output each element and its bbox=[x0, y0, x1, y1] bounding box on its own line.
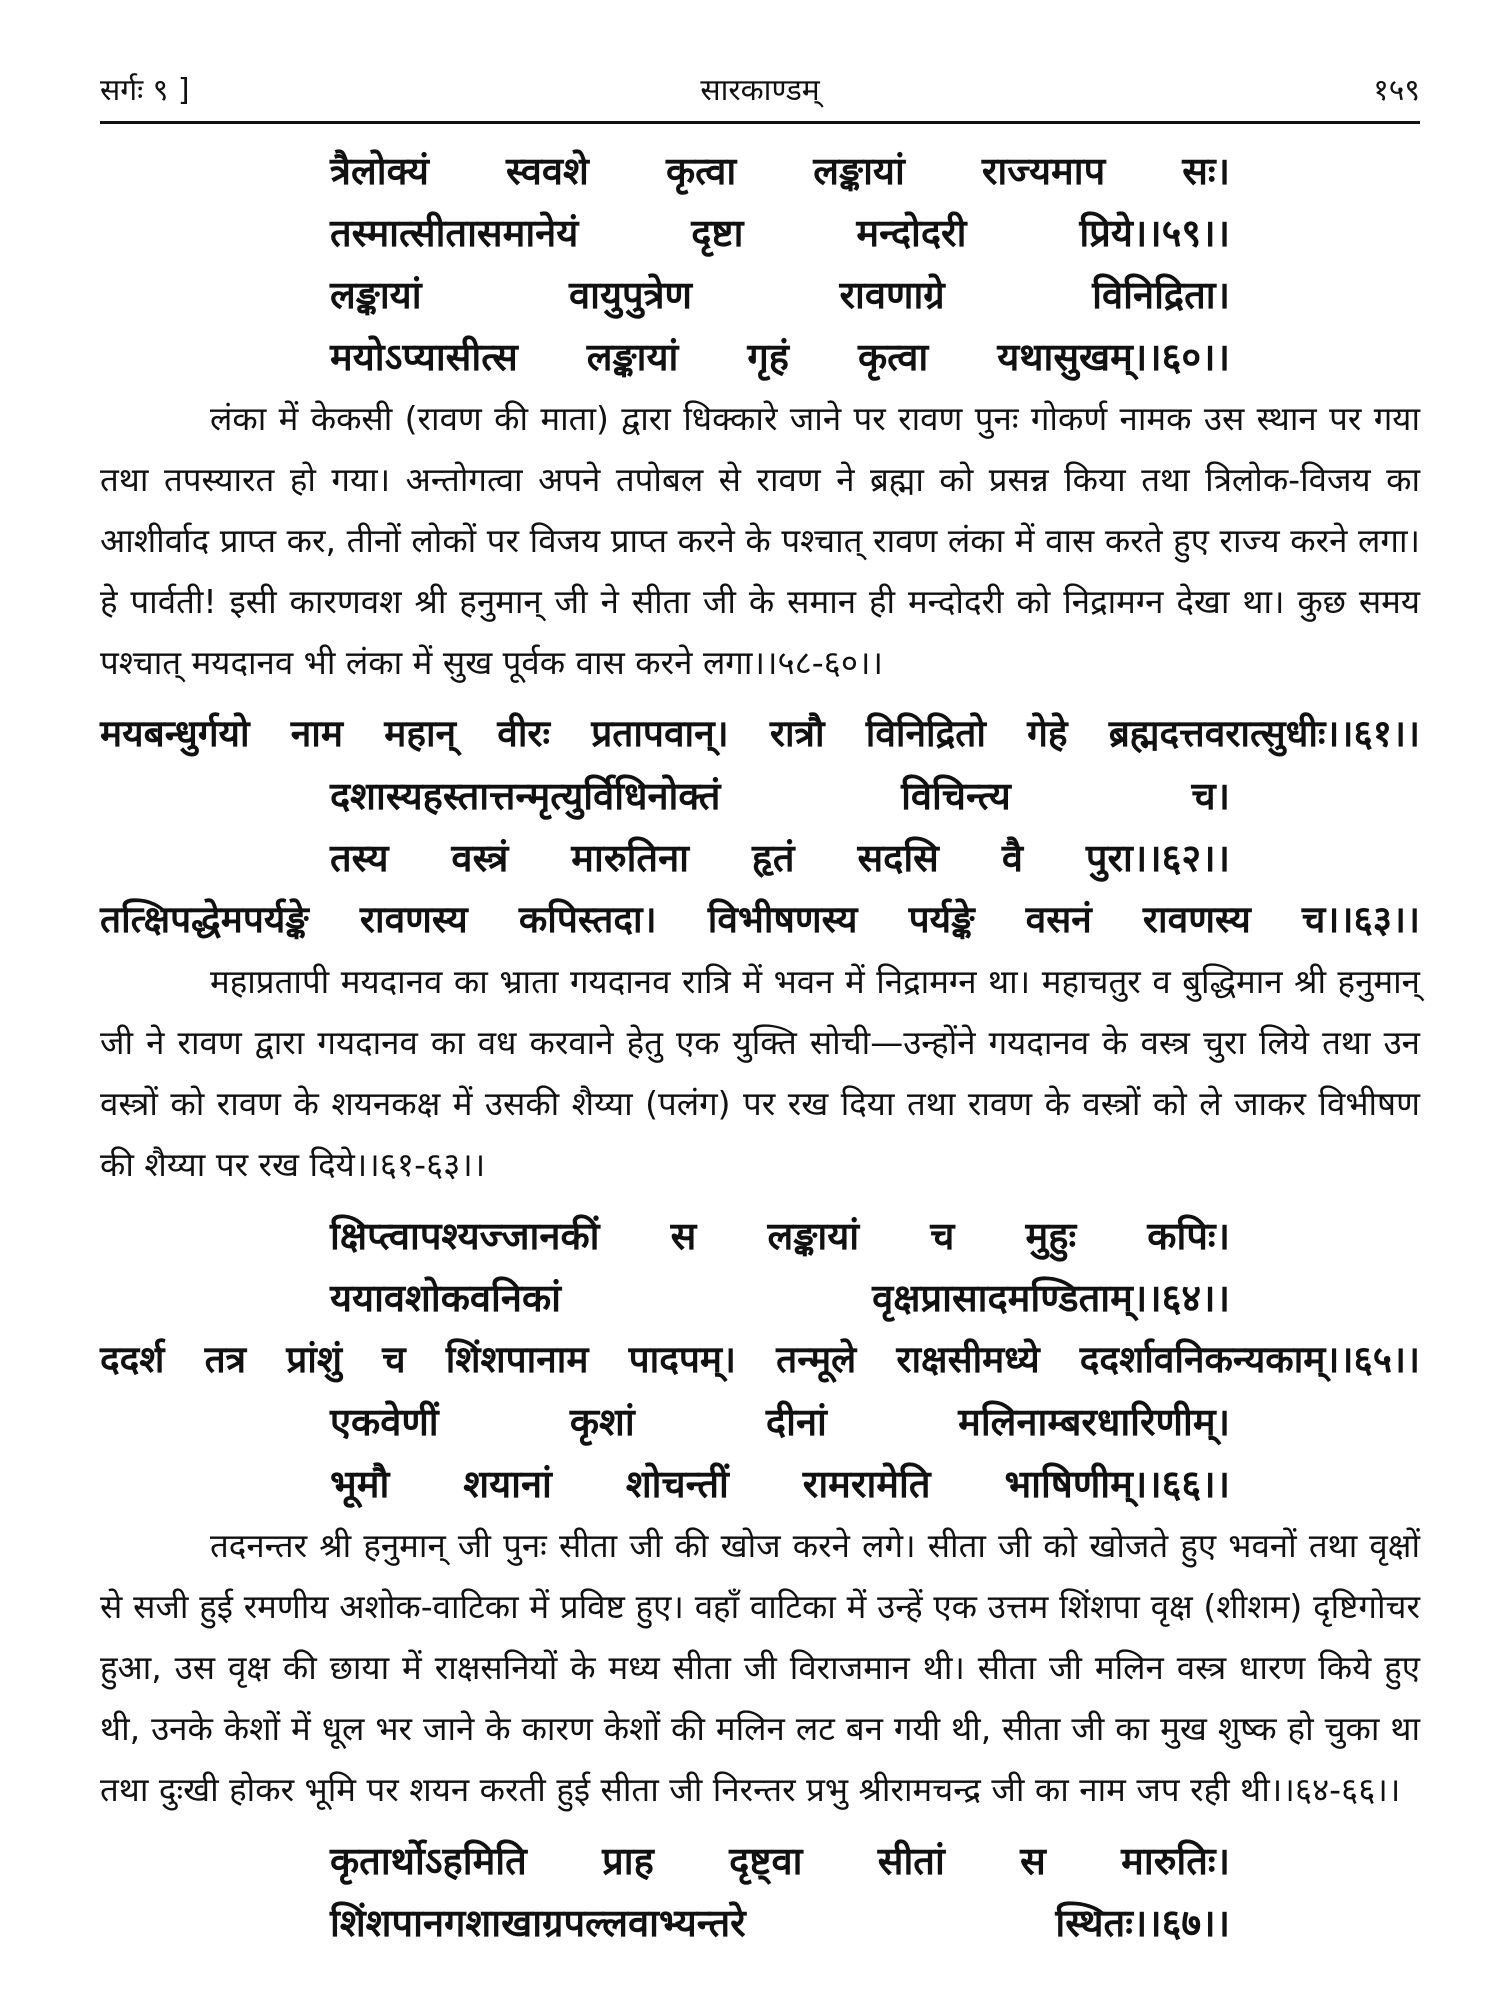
header-divider bbox=[100, 121, 1420, 124]
commentary-61-63: महाप्रतापी मयदानव का भ्राता गयदानव रात्रि में भवन में निद्रामग्न था। महाचतुर व बुद्धिमान श्री हनुमान् जी ने रावण द्वारा गयदानव का वध करवाने हेतु एक युक्ति सोची—उन्होंने गयदानव के वस्त्र चुरा लिये तथा उन वस्त्रों को रावण के शयनकक्ष में उसकी शैय्या (पलंग) पर रख दिया तथा रावण के वस्त्रों को ले जाकर विभीषण की शैय्या पर रख दिये।।६१-६३।। bbox=[100, 962, 1420, 1184]
verse-60-line-2: मयोऽप्यासीत्स लङ्कायां गृहं कृत्वा यथासुखम्।।६०।। bbox=[330, 335, 1230, 379]
verse-67-line-2: शिंशपानगशाखाग्रपल्लवाभ्यन्तरे स्थितः।।६७।। bbox=[330, 1901, 1230, 1945]
verse-65: ददर्श तत्र प्रांशुं च शिंशपानाम पादपम्। तन्मूले राक्षसीमध्ये ददर्शावनिकन्यकाम्।।६५।। bbox=[100, 1338, 1420, 1381]
verse-63: तत्क्षिपद्धेमपर्यङ्के रावणस्य कपिस्तदा। विभीषणस्य पर्यङ्के वसनं रावणस्य च।।६३।। bbox=[100, 898, 1420, 941]
verse-67-line-1: कृतार्थोऽहमिति प्राह दृष्ट्वा सीतां स मारुतिः। bbox=[330, 1839, 1230, 1883]
verse-59-line-1: त्रैलोक्यं स्ववशे कृत्वा लङ्कायां राज्यमाप सः। bbox=[330, 149, 1230, 193]
book-section-title: सारकाण्डम् bbox=[700, 73, 820, 108]
chapter-label: सर्गः ९ ] bbox=[100, 73, 190, 108]
verse-64-line-2: ययावशोकवनिकां वृक्षप्रासादमण्डिताम्।।६४।। bbox=[330, 1276, 1230, 1320]
verse-62-line-1: दशास्यहस्तात्तन्मृत्युर्विधिनोक्तं विचिन्त्य च। bbox=[330, 774, 1230, 818]
verse-62-line-2: तस्य वस्त्रं मारुतिना हृतं सदसि वै पुरा।।६२।। bbox=[330, 836, 1230, 880]
commentary-58-60: लंका में केकसी (रावण की माता) द्वारा धिक्कारे जाने पर रावण पुनः गोकर्ण नामक उस स्थान पर गया तथा तपस्यारत हो गया। अन्तोगत्वा अपने तपोबल से रावण ने ब्रह्मा को प्रसन्न किया तथा त्रिलोक-विजय का आशीर्वाद प्राप्त कर, तीनों लोकों पर विजय प्राप्त करने के पश्चात् रावण लंका में वास करते हुए राज्य करने लगा। हे पार्वती! इसी कारणवश श्री हनुमान् जी ने सीता जी के समान ही मन्दोदरी को निद्रामग्न देखा था। कुछ समय पश्चात् मयदानव भी लंका में सुख पूर्वक वास करने लगा।।५८-६०।। bbox=[100, 399, 1420, 682]
page-body bbox=[100, 140, 1420, 1954]
commentary-64-66: तदनन्तर श्री हनुमान् जी पुनः सीता जी की खोज करने लगे। सीता जी को खोजते हुए भवनों तथा वृक्षों से सजी हुई रमणीय अशोक-वाटिका में प्रविष्ट हुए। वहाँ वाटिका में उन्हें एक उत्तम शिंशपा वृक्ष (शीशम) दृष्टिगोचर हुआ, उस वृक्ष की छाया में राक्षसनियों के मध्य सीता जी विराजमान थी। सीता जी मलिन वस्त्र धारण किये हुए थी, उनके केशों में धूल भर जाने के कारण केशों की मलिन लट बन गयी थी, सीता जी का मुख शुष्क हो चुका था तथा दुःखी होकर भूमि पर शयन करती हुई सीता जी निरन्तर प्रभु श्रीरामचन्द्र जी का नाम जप रही थी।।६४-६६।। bbox=[100, 1526, 1420, 1809]
verse-61: मयबन्धुर्गयो नाम महान् वीरः प्रतापवान्। रात्रौ विनिद्रितो गेहे ब्रह्मदत्तवरात्सुधीः।।६१।। bbox=[100, 712, 1420, 755]
page-number: १५९ bbox=[1373, 73, 1420, 108]
verse-60-line-1: लङ्कायां वायुपुत्रेण रावणाग्रे विनिद्रिता। bbox=[330, 273, 1230, 317]
verse-66-line-1: एकवेणीं कृशां दीनां मलिनाम्बरधारिणीम्। bbox=[330, 1400, 1230, 1444]
page-header bbox=[100, 60, 1420, 120]
verse-66-line-2: भूमौ शयानां शोचन्तीं रामरामेति भाषिणीम्।।६६।। bbox=[330, 1462, 1230, 1506]
verse-59-line-2: तस्मात्सीतासमानेयं दृष्टा मन्दोदरी प्रिये।।५९।। bbox=[330, 211, 1230, 255]
verse-64-line-1: क्षिप्त्वापश्यज्जानकीं स लङ्कायां च मुहुः कपिः। bbox=[330, 1214, 1230, 1258]
